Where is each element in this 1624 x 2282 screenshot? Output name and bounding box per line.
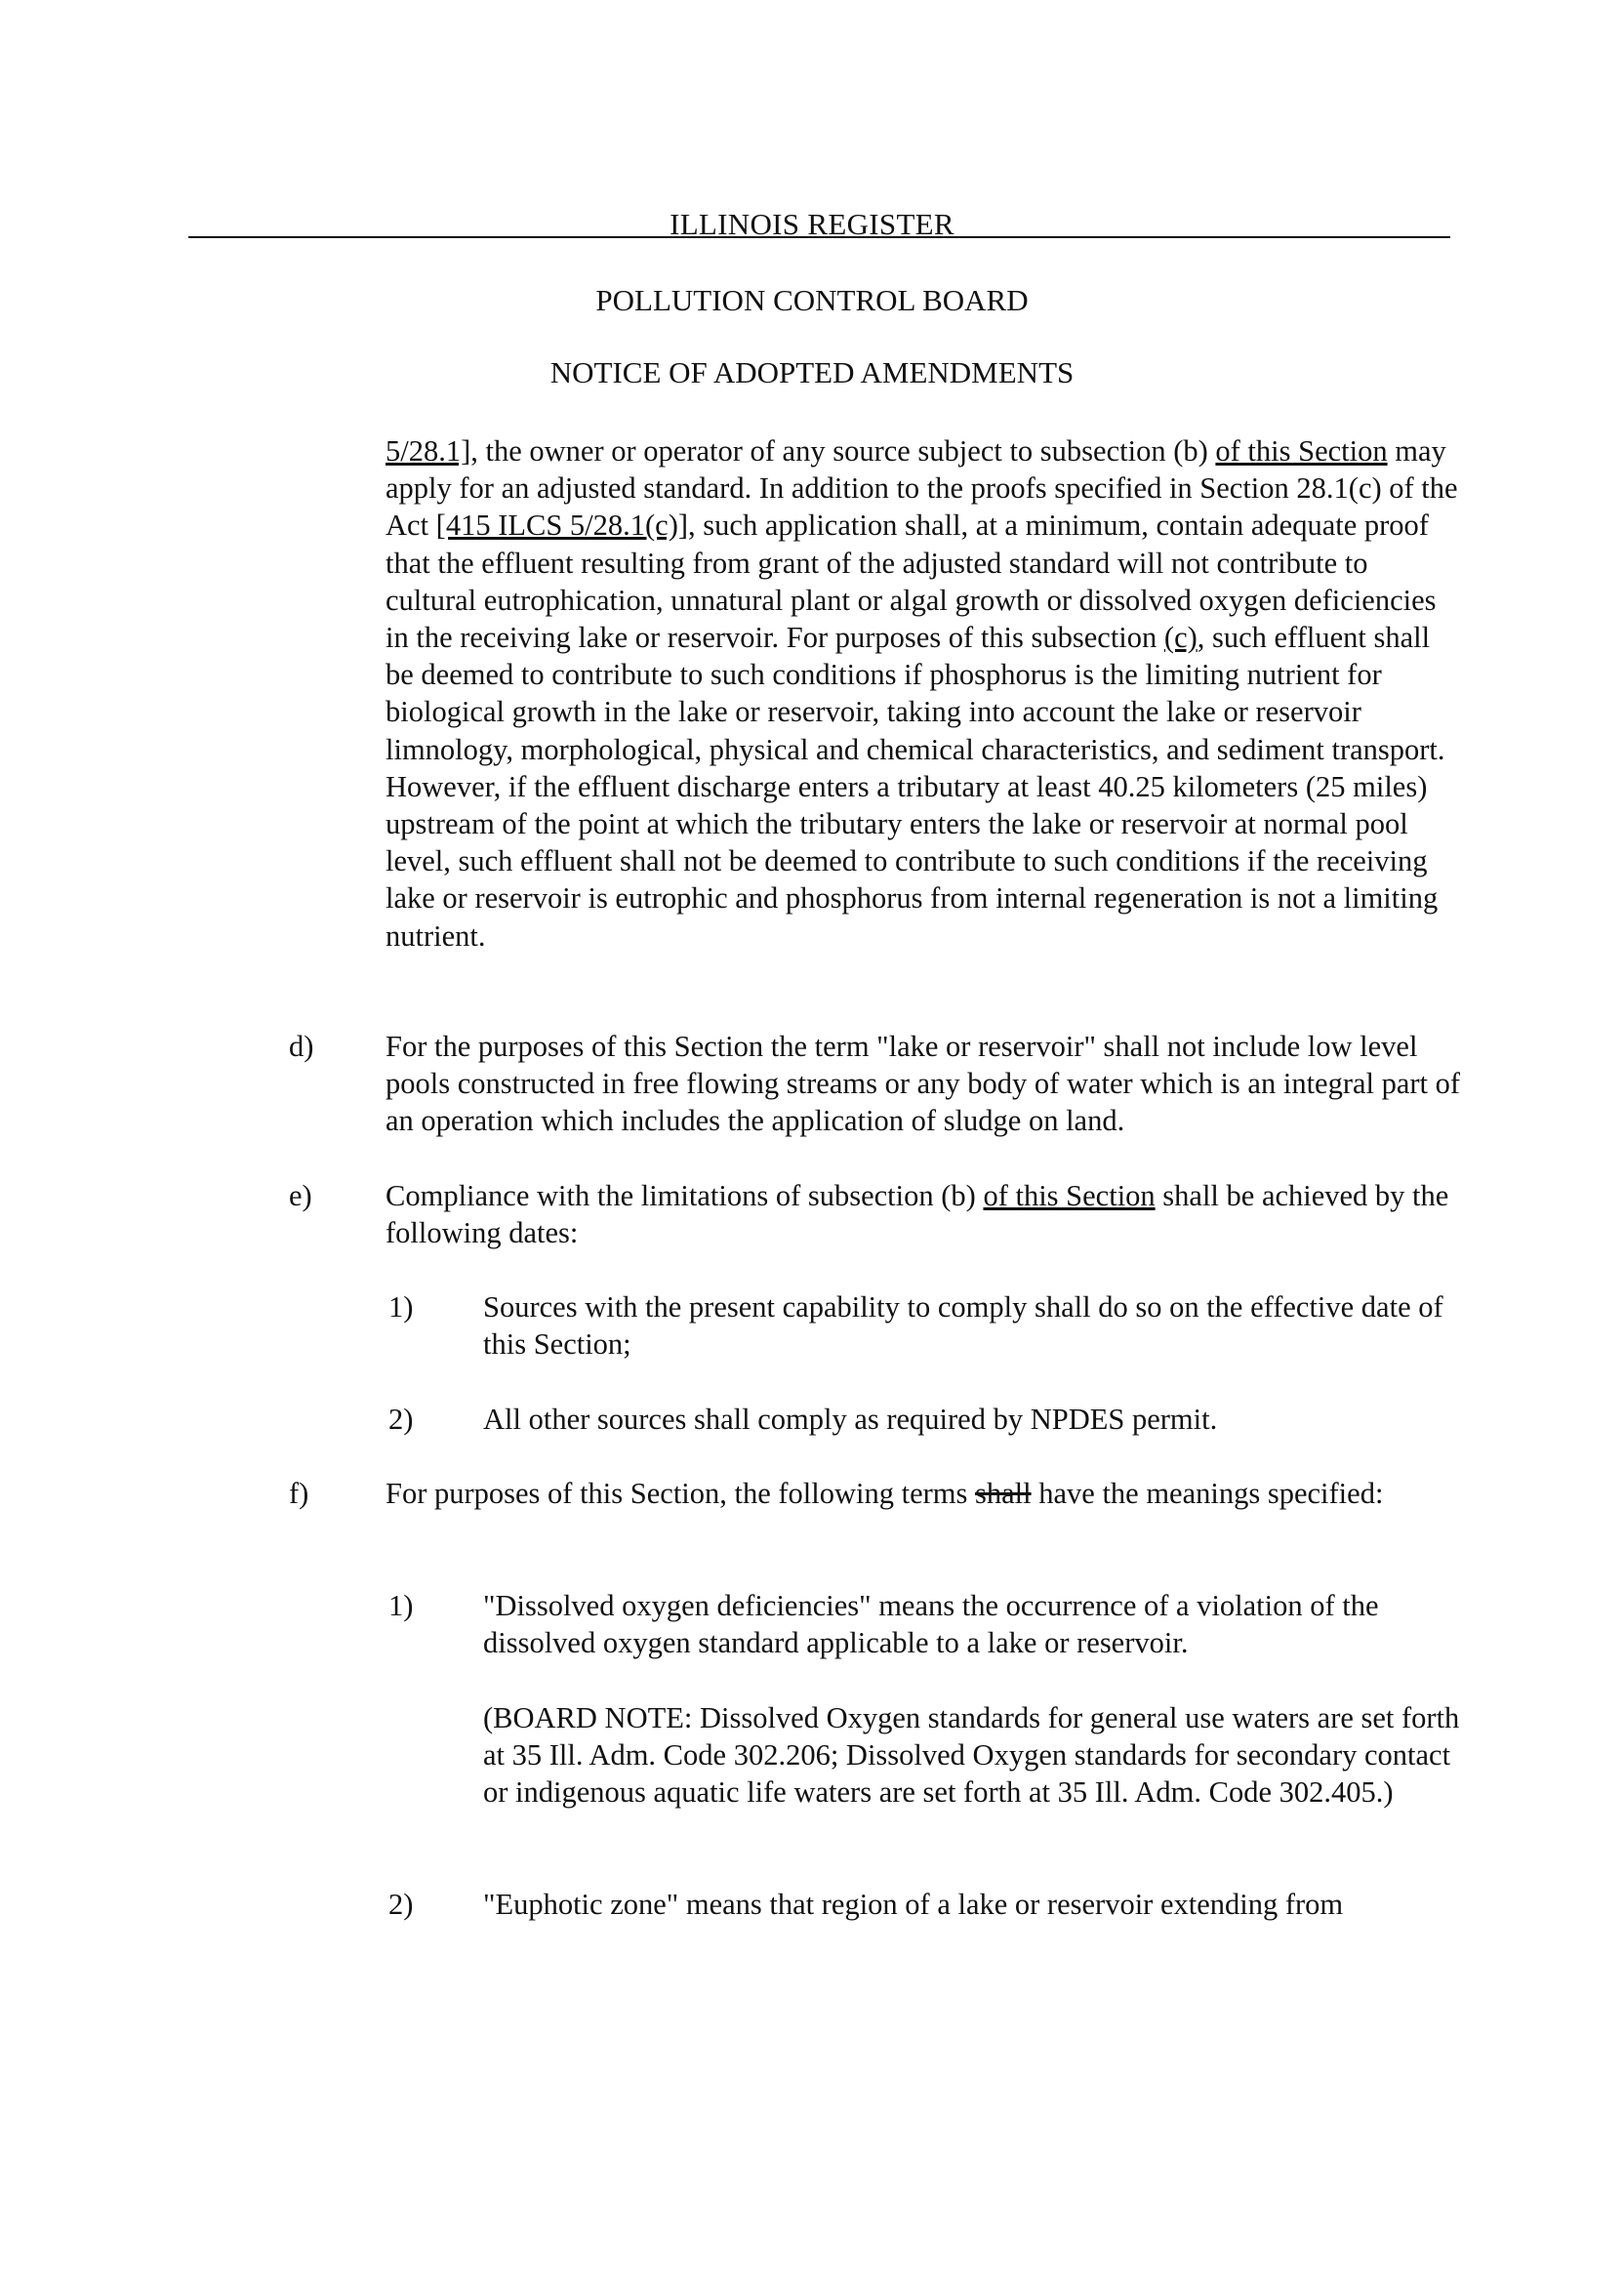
text-span: may apply for an adjusted standard. In addition to the proofs specified in Section 28.1(c) of the Act [386,434,1458,543]
subsection-d-marker: d) [289,1030,314,1063]
header-rule [188,236,1450,238]
item-f1-text: "Dissolved oxygen deficiencies" means the occurrence of a violation of the dissolved oxygen standard applicable to a lake or reservoir. [483,1589,1379,1660]
inserted-text: of this Section [983,1179,1156,1212]
inserted-text: of this Section [1215,434,1388,468]
subsection-d-text: For the purposes of this Section the term "lake or reservoir" shall not include low level pools constructed in free flowing streams or any body of water which is an integral part of an operation which includes the application of sludge on land. [386,1030,1461,1138]
item-e1-text: Sources with the present capability to comply shall do so on the effective date of this Section; [483,1290,1443,1362]
subsection-f-text [386,1475,1401,1512]
subsection-e-marker: e) [289,1179,312,1212]
text-span: Compliance with the limitations of subsection (b) [386,1179,984,1212]
item-f2-marker: 2) [388,1888,414,1921]
item-e1-marker: 1) [388,1290,414,1324]
text-span: have the meanings specified: [1031,1477,1384,1510]
subsection-e-text [386,1177,1469,1251]
text-span: , such effluent shall be deemed to contribute to such conditions if phosphorus is the limiting nutrient for biological growth in the lake or reservoir, taking into account the lake or reservoir limnology, morphological, physical and chemical characteristics, and sediment transport. However, if the effluent discharge enters a tributary at least 40.25 kilometers (25 miles) upstream of the point at which the tributary enters the lake or reservoir at normal pool level, such effluent shall not be deemed to contribute to such conditions if the receiving lake or reservoir is eutrophic and phosphorus from internal regeneration is not a limiting nutrient. [386,621,1445,953]
notice-heading: NOTICE OF ADOPTED AMENDMENTS [549,355,1075,389]
deleted-text: shall [975,1477,1032,1510]
register-title: ILLINOIS REGISTER [670,207,954,241]
item-e2-marker: 2) [388,1403,414,1436]
inserted-citation: [415 ILCS 5/28.1(c)] [435,509,689,543]
text-span: , the owner or operator of any source subject to subsection (b) [470,434,1216,468]
board-note: (BOARD NOTE: Dissolved Oxygen standards for general use waters are set forth at 35 Ill. Adm. Code 302.206; Dissolved Oxygen standards for secondary contact or indigenous aquatic life waters are set forth at 35 Ill. Adm. Code 302.405.) [483,1701,1460,1810]
text-span: For purposes of this Section, the following terms [386,1477,976,1510]
text-span: , such application shall, at a minimum, contain adequate proof that the effluent resulting from grant of the adjusted standard will not contribute to cultural eutrophication, unnatural plant or algal growth or dissolved oxygen deficiencies in the receiving lake or reservoir. For purposes of this subsection [386,509,1437,655]
text-span: shall be achieved by the following dates: [386,1179,1449,1250]
inserted-text: (c) [1163,621,1198,655]
citation-underline: 5/28.1] [386,434,471,468]
board-heading: POLLUTION CONTROL BOARD [595,283,1029,317]
item-e2-text: All other sources shall comply as required by NPDES permit. [483,1403,1218,1436]
item-f1-marker: 1) [388,1589,414,1622]
subsection-f-marker: f) [289,1477,309,1510]
item-f2-text: "Euphotic zone" means that region of a lake or reservoir extending from [483,1888,1344,1921]
subsection-c-continuation [386,432,1464,955]
